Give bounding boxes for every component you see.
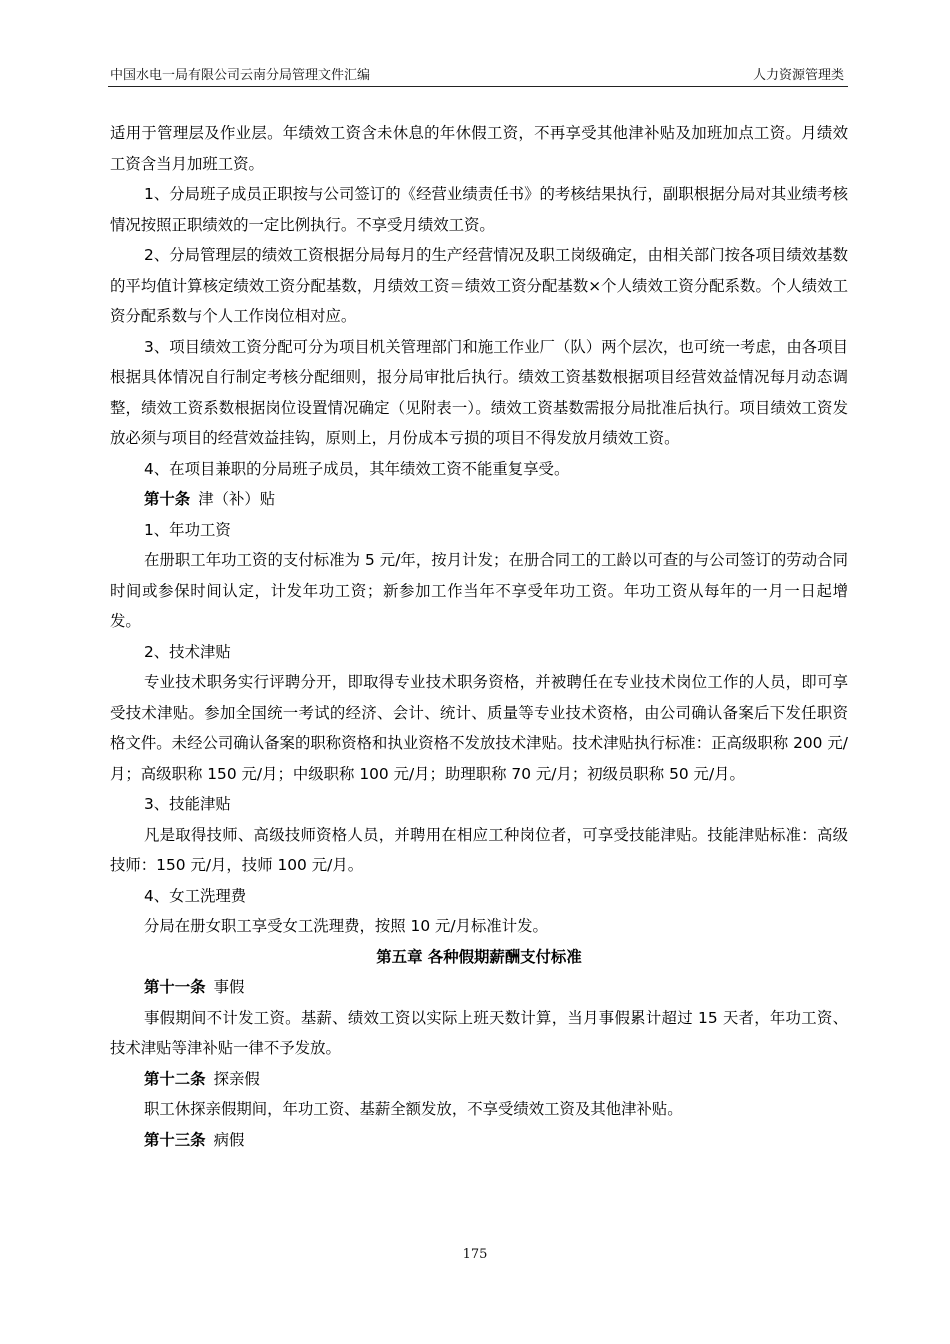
- paragraph: 4、在项目兼职的分局班子成员，其年绩效工资不能重复享受。: [144, 459, 570, 478]
- page-number: 175: [462, 1247, 488, 1262]
- article-label: 第十二条: [144, 1069, 206, 1088]
- section-heading: 1、年功工资: [144, 520, 231, 539]
- paragraph: 在册职工年功工资的支付标准为 5 元/年，按月计发；在册合同工的工龄以可查的与公司签订的劳动合同时间或参保时间认定，计发年功工资；新参加工作当年不享受年功工资。年功工资从每年的一月一日起增发。: [110, 551, 848, 630]
- article-heading: [110, 972, 848, 1003]
- document-body: [110, 118, 848, 1155]
- paragraph: 3、项目绩效工资分配可分为项目机关管理部门和施工作业厂（队）两个层次，也可统一考虑，由各项目根据具体情况自行制定考核分配细则，报分局审批后执行。绩效工资基数根据项目经营效益情况每月动态调整，绩效工资系数根据岗位设置情况确定（见附表一）。绩效工资基数需报分局批准后执行。项目绩效工资发放必须与项目的经营效益挂钩，原则上，月份成本亏损的项目不得发放月绩效工资。: [110, 337, 848, 447]
- header-divider: [108, 86, 848, 87]
- paragraph: 分局在册女职工享受女工洗理费，按照 10 元/月标准计发。: [144, 917, 548, 935]
- article-title: 事假: [213, 978, 245, 996]
- paragraph: 职工休探亲假期间，年功工资、基薪全额发放，不享受绩效工资及其他津补贴。: [144, 1100, 683, 1118]
- header-left-title: 中国水电一局有限公司云南分局管理文件汇编: [110, 68, 371, 83]
- paragraph: 2、分局管理层的绩效工资根据分局每月的生产经营情况及职工岗级确定，由相关部门按各项目绩效基数的平均值计算核定绩效工资分配基数，月绩效工资＝绩效工资分配基数×个人绩效工资分配系数。个人绩效工资分配系数与个人工作岗位相对应。: [110, 246, 848, 325]
- article-heading: [110, 1125, 848, 1156]
- section-heading: 2、技术津贴: [144, 642, 231, 661]
- article-label: 第十三条: [144, 1130, 206, 1149]
- header-right-category: 人力资源管理类: [752, 68, 844, 83]
- article-title: 探亲假: [213, 1069, 260, 1088]
- article-label: 第十条: [144, 490, 191, 508]
- article-heading: [110, 1064, 848, 1095]
- section-heading: 4、女工洗理费: [144, 886, 247, 905]
- article-title: 津（补）贴: [198, 490, 276, 508]
- article-title: 病假: [213, 1130, 245, 1149]
- paragraph: 1、分局班子成员正职按与公司签订的《经营业绩责任书》的考核结果执行，副职根据分局对其业绩考核情况按照正职绩效的一定比例执行。不享受月绩效工资。: [110, 185, 848, 234]
- paragraph: 专业技术职务实行评聘分开，即取得专业技术职务资格，并被聘任在专业技术岗位工作的人员，即可享受技术津贴。参加全国统一考试的经济、会计、统计、质量等专业技术资格，由公司确认备案后下发任职资格文件。未经公司确认备案的职称资格和执业资格不发放技术津贴。技术津贴执行标准：正高级职称 200 元/月；高级职称 150 元/月；中级职称 100 元/月；助理职称 70 元/月；初级员职称 50 元/月。: [110, 673, 848, 783]
- paragraph: 适用于管理层及作业层。年绩效工资含未休息的年休假工资，不再享受其他津补贴及加班加点工资。月绩效工资含当月加班工资。: [110, 124, 848, 173]
- article-label: 第十一条: [144, 978, 206, 996]
- paragraph: 事假期间不计发工资。基薪、绩效工资以实际上班天数计算，当月事假累计超过 15 天者，年功工资、技术津贴等津补贴一律不予发放。: [110, 1008, 848, 1057]
- article-heading: [110, 484, 848, 515]
- paragraph: 凡是取得技师、高级技师资格人员，并聘用在相应工种岗位者，可享受技能津贴。技能津贴标准：高级技师：150 元/月，技师 100 元/月。: [110, 825, 848, 874]
- section-heading: 3、技能津贴: [144, 795, 231, 813]
- chapter-heading: 第五章 各种假期薪酬支付标准: [376, 947, 582, 966]
